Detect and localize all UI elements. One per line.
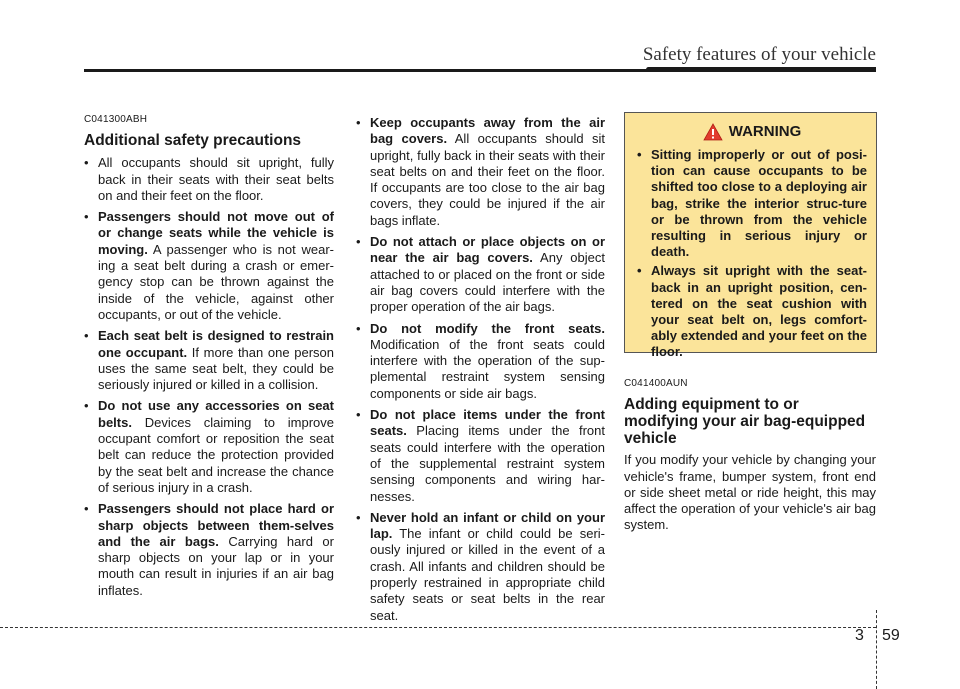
list-item: • Never hold an infant or child on your lap. The infant or child could be seri-ously injured or killed in the event of a crash. All infants and children should be properly restrained in appropriate child safety seats or seat belts in the rear seat. <box>356 510 605 624</box>
column-right <box>624 112 876 534</box>
precautions-list <box>84 155 334 599</box>
section-heading: Additional safety precautions <box>84 132 302 150</box>
warning-triangle-icon <box>703 123 723 141</box>
precautions-list-continued <box>356 115 605 624</box>
page-header-title: Safety features of your vehicle <box>642 44 876 65</box>
list-item: • Do not place items under the front seats. Placing items under the front seats could interfere with the operation of the supplemental restraint system sensing components and wiring har-nesses. <box>356 407 605 505</box>
section-code: C041400AUN <box>624 378 688 389</box>
section-body: If you modify your vehicle by changing your vehicle's frame, bumper system, front end or side sheet metal or ride height, this may affect the operation of your vehicle's air bag system. <box>624 452 876 533</box>
footer-divider <box>876 610 877 689</box>
list-item: • Each seat belt is designed to restrain one occupant. If more than one person uses the same seat belt, they could be seriously injured or killed in a collision. <box>84 328 334 393</box>
list-item: • Do not attach or place objects on or near the air bag covers. Any object attached to or placed on the front or side air bag covers could interfere with the proper operation of the air bags. <box>356 234 605 315</box>
footer-rule <box>0 627 876 628</box>
list-item: • Always sit upright with the seat-back in an upright position, cen-tered on the seat cushion with your seat belt on, legs comfort-ably extended and your feet on the floor. <box>637 263 867 360</box>
modifying-section <box>624 376 876 534</box>
list-item: • Sitting improperly or out of posi-tion can cause occupants to be shifted too close to a deploying air bag, strike the interior struc-ture or be thrown from the vehicle resulting in serious injury or death. <box>637 147 867 260</box>
list-item: • All occupants should sit upright, fully back in their seats with their seat belts on and their feet on the floor. <box>84 155 334 204</box>
header-rule <box>84 69 876 72</box>
warning-header <box>637 123 867 141</box>
warning-box <box>624 112 877 360</box>
column-left <box>84 112 334 604</box>
warning-list <box>637 147 867 361</box>
list-item: • Do not use any accessories on seat belts. Devices claiming to improve occupant comfort or reposition the seat belt can reduce the protection provided by the seat belt and increase the chance of serious injury in a crash. <box>84 398 334 496</box>
warning-title: WARNING <box>728 122 802 140</box>
list-item: • Passengers should not move out of or change seats while the vehicle is moving. A passenger who is not wear-ing a seat belt during a crash or emer-gency stop can be thrown against the inside of the vehicle, against other occupants, or out of the vehicle. <box>84 209 334 323</box>
section-code: C041300ABH <box>84 114 148 125</box>
page-number: 59 <box>882 627 900 644</box>
list-item: • Keep occupants away from the air bag covers. All occupants should sit upright, fully back in their seats with their seat belts on and their feet on the floor. If occupants are too close to the air bag covers, they could be injured if the air bags inflate. <box>356 115 605 229</box>
chapter-number: 3 <box>855 627 864 644</box>
section-heading: Adding equipment to or modifying your air bag-equipped vehicle <box>624 396 866 448</box>
column-middle <box>356 115 605 629</box>
list-item: • Do not modify the front seats. Modification of the front seats could interfere with the operation of the sup-plemental restraint system sensing components or side air bags. <box>356 321 605 402</box>
list-item: • Passengers should not place hard or sharp objects between them-selves and the air bags. Carrying hard or sharp objects on your lap or in your mouth can result in injuries if an air bag inflates. <box>84 501 334 599</box>
